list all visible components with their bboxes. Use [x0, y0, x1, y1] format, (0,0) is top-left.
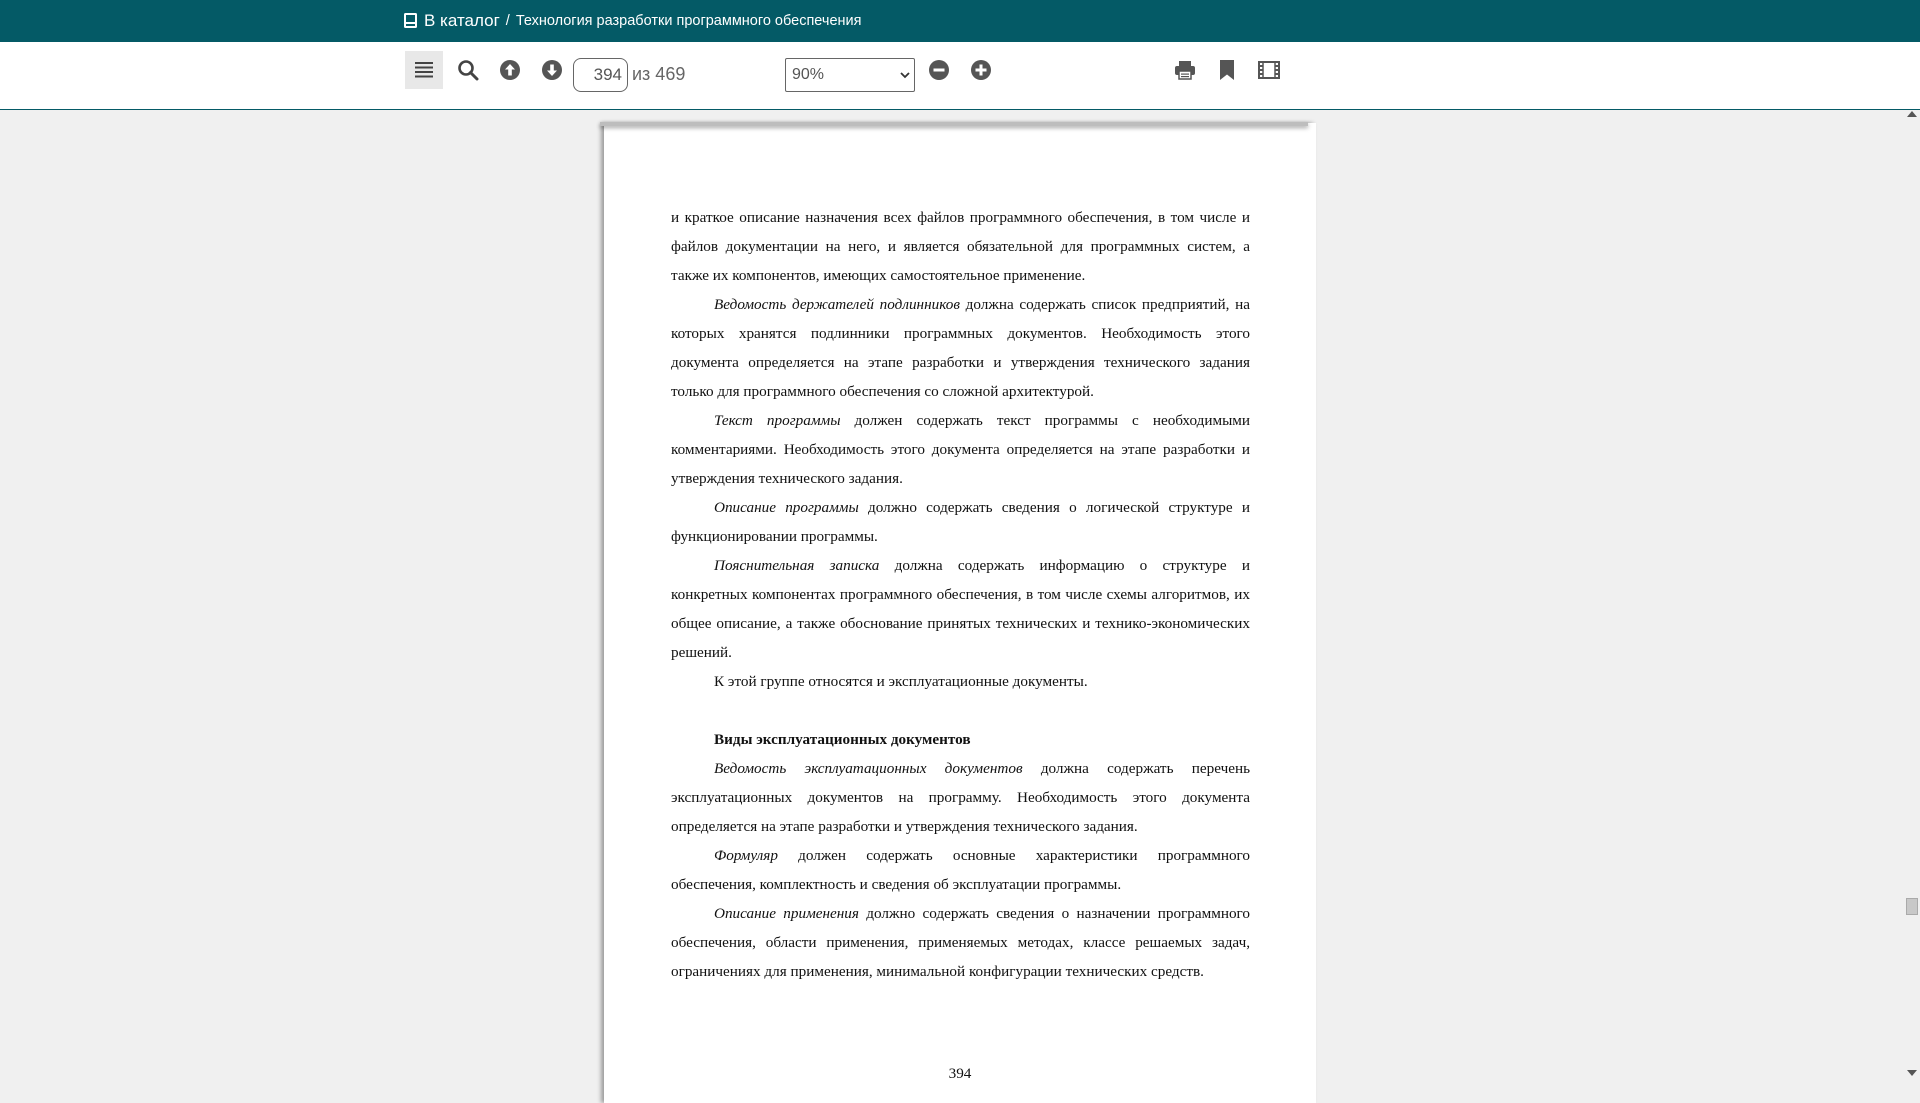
- vertical-scrollbar[interactable]: [1904, 111, 1920, 1080]
- toolbar: [0, 42, 1920, 110]
- term: Ведомость эксплуатационных документов: [714, 760, 1023, 777]
- paragraph-text: должен содержать основные характеристики программного обеспечения, комплектность и сведения об эксплуатации программы.: [671, 847, 1250, 893]
- arrow-up-circle-icon: [499, 59, 521, 81]
- paragraph-text: должен содержать текст программы с необходимыми комментариями. Необходимость этого документа определяется на этапе разработки и утверждения технического задания.: [671, 412, 1251, 487]
- section-heading: Виды эксплуатационных документов: [714, 731, 971, 748]
- breadcrumb: [404, 0, 861, 42]
- paragraph: [671, 551, 1250, 667]
- page-number: 394: [948, 1065, 972, 1082]
- search-button[interactable]: [449, 51, 487, 89]
- minus-circle-icon: [928, 59, 950, 81]
- film-button[interactable]: [1250, 51, 1288, 89]
- page-text: [671, 203, 1250, 986]
- scrollbar-thumb[interactable]: [1906, 898, 1918, 915]
- paragraph: и краткое описание назначения всех файлов программного обеспечения, в том числе и файлов документации на него, и является обязательной для программных систем, а также их компонентов, имеющих самостоятельное применение.: [671, 209, 1250, 284]
- chevron-down-icon: [900, 70, 910, 80]
- paragraph: [671, 754, 1250, 841]
- paragraph-text: должно содержать сведения о назначении программного обеспечения, области применения, применяемых методах, классе решаемых задач, ограничениях для применения, минимальной конфигурации технических средств.: [671, 905, 1250, 980]
- search-icon: [457, 59, 479, 81]
- catalog-link[interactable]: В каталог: [424, 11, 500, 30]
- breadcrumb-separator: /: [505, 13, 510, 29]
- paragraph: К этой группе относятся и эксплуатационные документы.: [714, 673, 1088, 690]
- term: Текст программы: [714, 412, 841, 429]
- plus-circle-icon: [970, 59, 992, 81]
- document-viewer[interactable]: [0, 111, 1904, 1080]
- term: Описание применения: [714, 905, 859, 922]
- previous-page-edge: [600, 122, 1308, 126]
- next-page-button[interactable]: [533, 51, 571, 89]
- film-icon: [1258, 60, 1280, 80]
- paragraph-text: должно содержать сведения о логической структуре и функционировании программы.: [671, 499, 1250, 545]
- toc-button[interactable]: [405, 51, 443, 89]
- prev-page-button[interactable]: [491, 51, 529, 89]
- term: Ведомость держателей подлинников: [714, 296, 960, 313]
- bookmark-icon: [1219, 59, 1235, 81]
- list-icon: [414, 61, 434, 79]
- book-title: Технология разработки программного обеспечения: [515, 13, 862, 29]
- zoom-in-button[interactable]: [962, 51, 1000, 89]
- document-page: [604, 123, 1316, 1103]
- print-icon: [1174, 60, 1196, 80]
- term: Описание программы: [714, 499, 859, 516]
- page-number-input[interactable]: [573, 58, 628, 92]
- scroll-up-arrow[interactable]: [1907, 111, 1917, 117]
- print-button[interactable]: [1166, 51, 1204, 89]
- term: Пояснительная записка: [714, 557, 880, 574]
- paragraph: [671, 406, 1250, 493]
- bookmark-button[interactable]: [1208, 51, 1246, 89]
- book-icon[interactable]: [404, 13, 418, 29]
- paragraph: [671, 290, 1250, 406]
- paragraph: [671, 841, 1250, 899]
- zoom-out-button[interactable]: [920, 51, 958, 89]
- paragraph: [671, 899, 1250, 986]
- paragraph-text: должна содержать список предприятий, на которых хранятся подлинники программных документов. Необходимость этого документа определяется на этапе разработки и утверждения технического задания только для программного обеспечения со сложной архитектурой.: [671, 296, 1250, 400]
- zoom-value: 90%: [792, 66, 825, 83]
- zoom-select[interactable]: [785, 58, 915, 92]
- scroll-down-arrow[interactable]: [1907, 1070, 1917, 1076]
- paragraph-text: должна содержать перечень эксплуатационных документов на программу. Необходимость этого документа определяется на этапе разработки и утверждения технического задания.: [671, 760, 1251, 835]
- arrow-down-circle-icon: [541, 59, 563, 81]
- term: Формуляр: [714, 847, 778, 864]
- page-total: из 469: [632, 64, 686, 84]
- paragraph: [671, 493, 1250, 551]
- top-bar: [0, 0, 1920, 42]
- paragraph-text: должна содержать информацию о структуре и конкретных компонентах программного обеспечения, в том числе схемы алгоритмов, их общее описание, а также обоснование принятых технических и технико-экономических решений.: [671, 557, 1250, 661]
